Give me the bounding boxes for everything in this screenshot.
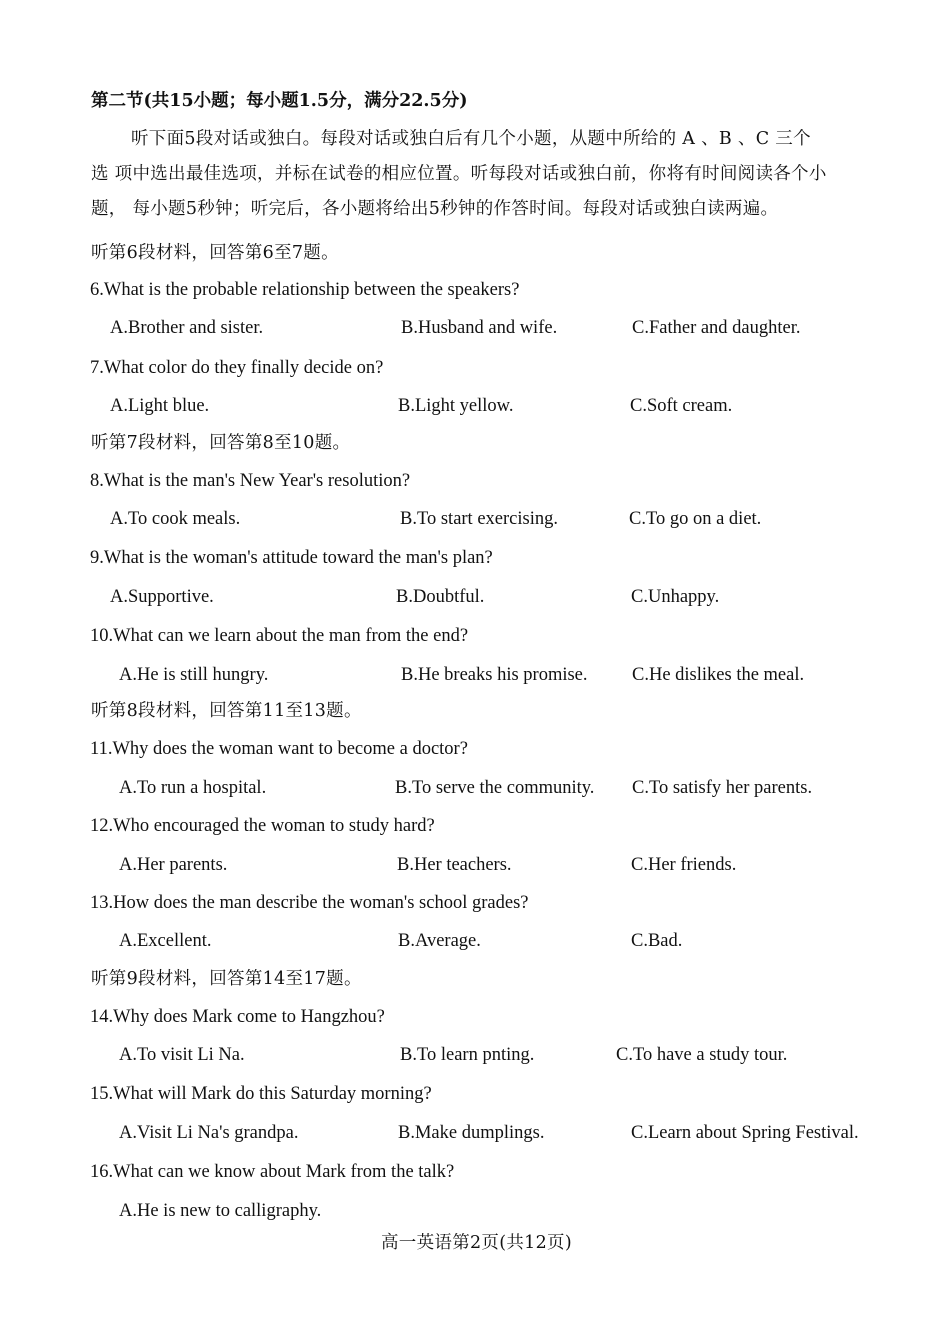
question-stem: 16.What can we know about Mark from the talk? [90,1162,455,1182]
answer-option: A.Brother and sister. [110,318,264,338]
question-stem: 14.Why does Mark come to Hangzhou? [90,1007,385,1027]
answer-option: C.Unhappy. [631,587,720,607]
answer-option: B.To learn pnting. [400,1045,535,1065]
page-footer: 高一英语第2页(共12页) [381,1233,572,1253]
answer-option: B.Husband and wife. [401,318,558,338]
answer-option: C.Her friends. [631,855,737,875]
answer-option: A.To cook meals. [110,509,241,529]
answer-option: B.Light yellow. [398,396,514,416]
instructions-line: 听下面5段对话或独白。每段对话或独白后有几个小题，从题中所给的 A 、B 、C 三个 [131,129,811,149]
question-stem: 9.What is the woman's attitude toward the man's plan? [90,548,493,568]
section-title: 第二节(共15小题；每小题1.5分，满分22.5分) [91,91,468,111]
question-stem: 12.Who encouraged the woman to study hard? [90,816,435,836]
answer-option: B.Make dumplings. [398,1123,545,1143]
question-stem: 7.What color do they finally decide on? [90,358,384,378]
answer-option: A.He is new to calligraphy. [119,1201,322,1221]
answer-option: B.Average. [398,931,481,951]
instructions-line: 选 项中选出最佳选项，并标在试卷的相应位置。听每段对话或独白前，你将有时间阅读各个小 [91,164,827,184]
answer-option: C.Father and daughter. [632,318,801,338]
instructions-line: 题， 每小题5秒钟；听完后，各小题将给出5秒钟的作答时间。每段对话或独白读两遍。 [91,199,779,219]
answer-option: A.Excellent. [119,931,212,951]
answer-option: B.To start exercising. [400,509,558,529]
question-stem: 10.What can we learn about the man from the end? [90,626,469,646]
answer-option: B.Her teachers. [397,855,512,875]
group-heading: 听第6段材料，回答第6至7题。 [91,243,339,263]
answer-option: B.To serve the community. [395,778,595,798]
answer-option: C.To have a study tour. [616,1045,788,1065]
question-stem: 15.What will Mark do this Saturday morning? [90,1084,432,1104]
question-stem: 8.What is the man's New Year's resolution? [90,471,411,491]
answer-option: C.Bad. [631,931,683,951]
answer-option: C.To go on a diet. [629,509,762,529]
question-stem: 6.What is the probable relationship between the speakers? [90,280,520,300]
group-heading: 听第7段材料，回答第8至10题。 [91,433,351,453]
answer-option: B.He breaks his promise. [401,665,588,685]
answer-option: B.Doubtful. [396,587,485,607]
group-heading: 听第9段材料，回答第14至17题。 [91,969,362,989]
question-stem: 11.Why does the woman want to become a doctor? [90,739,468,759]
answer-option: C.Soft cream. [630,396,733,416]
answer-option: A.Visit Li Na's grandpa. [119,1123,299,1143]
answer-option: C.He dislikes the meal. [632,665,805,685]
answer-option: C.Learn about Spring Festival. [631,1123,859,1143]
answer-option: A.Her parents. [119,855,228,875]
answer-option: A.To run a hospital. [119,778,267,798]
question-stem: 13.How does the man describe the woman's school grades? [90,893,529,913]
answer-option: A.Supportive. [110,587,214,607]
answer-option: C.To satisfy her parents. [632,778,813,798]
group-heading: 听第8段材料，回答第11至13题。 [91,701,362,721]
answer-option: A.He is still hungry. [119,665,269,685]
answer-option: A.Light blue. [110,396,210,416]
answer-option: A.To visit Li Na. [119,1045,245,1065]
